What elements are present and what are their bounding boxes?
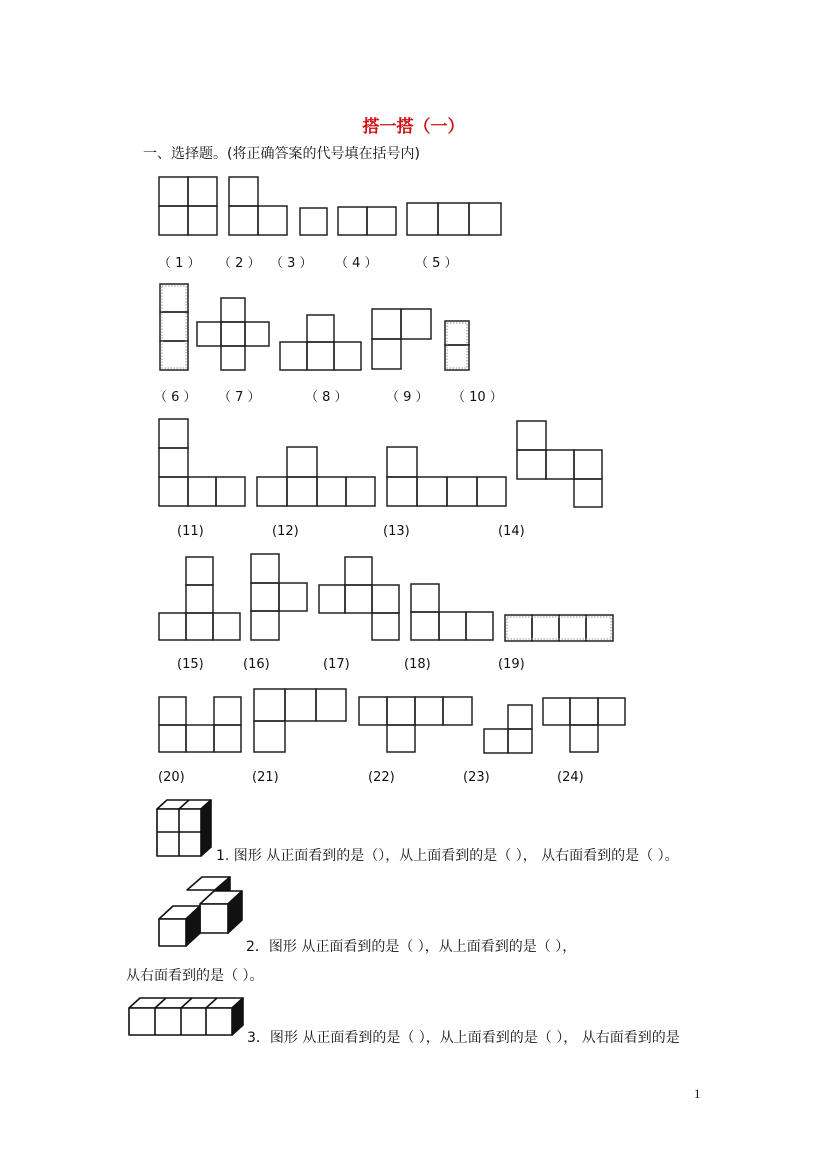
shape-label: （ 6 ） [154, 390, 197, 405]
shape-3 [299, 207, 328, 236]
shape-1 [158, 176, 218, 236]
shape-10 [444, 320, 470, 371]
cube-figure-3 [128, 997, 244, 1036]
shape-22 [358, 696, 473, 753]
shape-label: (13) [383, 524, 410, 539]
page-number: 1 [694, 1086, 701, 1101]
shape-label: (16) [243, 657, 270, 672]
shape-8 [279, 314, 362, 371]
page-title: 搭一搭（一） [362, 117, 465, 137]
shape-11 [158, 418, 246, 507]
shape-18 [410, 583, 494, 641]
shape-label: （ 5 ） [415, 256, 458, 271]
question-1: 1. 图形 从正面看到的是（），从上面看到的是（ ）， 从右面看到的是（ ）。 [216, 848, 679, 864]
shape-label: (12) [272, 524, 299, 539]
shape-9 [371, 308, 432, 370]
cube-figure-2 [158, 876, 243, 948]
shape-label: (23) [463, 770, 490, 785]
shape-15 [158, 556, 241, 641]
shape-label: （ 4 ） [335, 256, 378, 271]
shape-label: （ 2 ） [218, 256, 261, 271]
shape-label: (24) [557, 770, 584, 785]
section-heading: 一、选择题。(将正确答案的代号填在括号内) [143, 146, 420, 162]
shape-label: (21) [252, 770, 279, 785]
shape-label: (14) [498, 524, 525, 539]
shape-label: （ 1 ） [158, 256, 201, 271]
shape-2 [228, 176, 288, 236]
shape-label: (11) [177, 524, 204, 539]
shape-label: （ 7 ） [218, 390, 261, 405]
shape-5 [406, 202, 502, 236]
shape-20 [158, 696, 242, 753]
shape-label: （ 3 ） [270, 256, 313, 271]
shape-17 [318, 556, 400, 641]
shape-4 [337, 206, 397, 236]
shape-6 [159, 283, 189, 371]
cube-figure-1 [156, 799, 212, 857]
shape-label: (20) [158, 770, 185, 785]
shape-19 [504, 614, 614, 642]
question-3: 3．图形 从正面看到的是（ ），从上面看到的是（ ）， 从右面看到的是 [247, 1030, 680, 1046]
shape-14 [516, 420, 603, 508]
shape-label: （ 8 ） [305, 390, 348, 405]
shape-label: (18) [404, 657, 431, 672]
shape-23 [483, 704, 533, 754]
shape-label: （ 9 ） [386, 390, 429, 405]
shape-24 [542, 697, 626, 753]
shape-label: (22) [368, 770, 395, 785]
question-2-continued: 从右面看到的是（ ）。 [126, 968, 264, 984]
shape-label: （ 10 ） [452, 390, 503, 405]
shape-12 [256, 446, 376, 507]
shape-16 [250, 553, 308, 641]
shape-label: (17) [323, 657, 350, 672]
question-2: 2．图形 从正面看到的是（ ），从上面看到的是（ ）， [246, 939, 577, 955]
shape-7 [196, 297, 270, 371]
shape-label: (15) [177, 657, 204, 672]
shape-label: (19) [498, 657, 525, 672]
shape-13 [386, 446, 507, 507]
shape-21 [253, 688, 347, 753]
